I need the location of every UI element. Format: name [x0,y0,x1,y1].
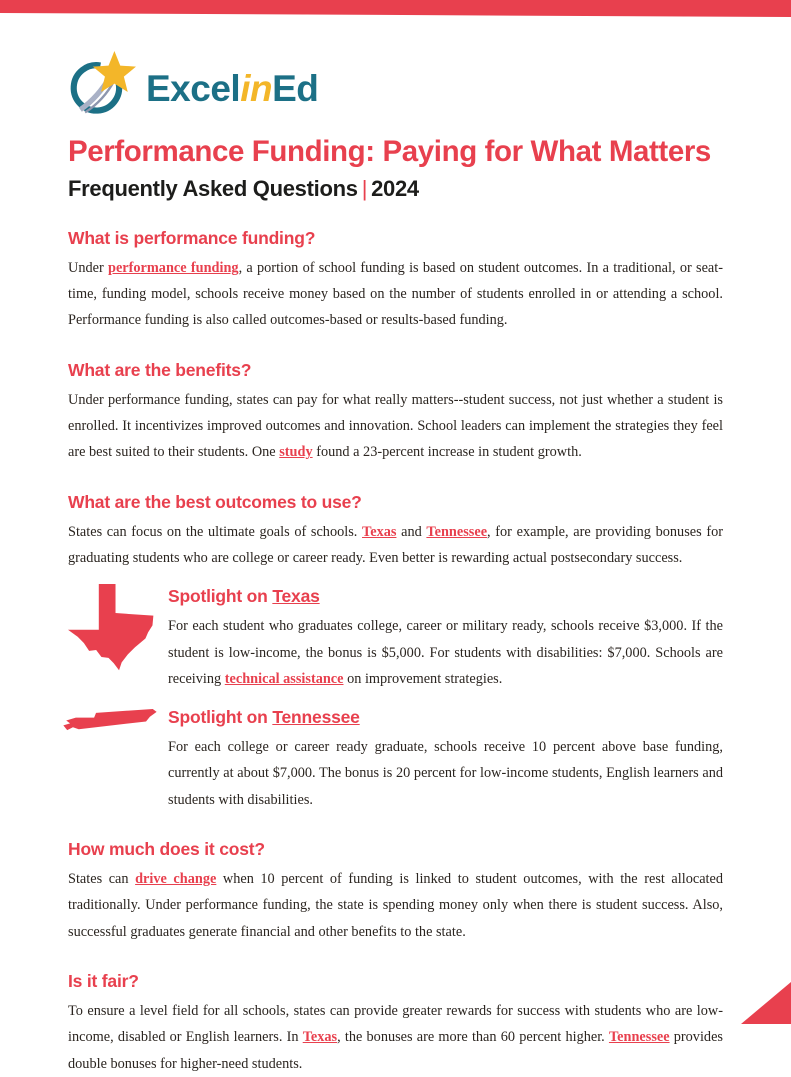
section-cost [68,839,723,945]
section-best-outcomes [68,492,723,572]
inline-link[interactable]: drive change [135,871,217,888]
section-heading: What are the best outcomes to use? [68,491,362,512]
inline-link[interactable]: Tennessee [426,523,488,540]
text-segment: States can focus on the ultimate goals of schools. [68,523,363,540]
spotlight-heading [168,586,723,607]
inline-link[interactable]: performance funding [108,259,239,276]
subtitle-text: Frequently Asked Questions [68,175,358,201]
page-content [0,20,791,1077]
section-body [68,998,723,1077]
spotlight-heading [168,707,723,728]
spotlight-text [168,734,723,813]
section-heading: How much does it cost? [68,839,265,860]
spotlight-body [168,707,723,813]
subtitle-divider: | [361,175,368,201]
excelined-logo-mark-icon [68,50,140,120]
text-segment: , a portion of school funding is based on student outcomes. In a traditional, or seat-time, funding model, schools receive money based on the number of students enrolled in or attending a school. Performance funding is also called outcomes-based or results-based funding. [68,259,723,329]
excelined-logo [68,20,723,120]
inline-link[interactable]: Texas [362,523,397,540]
inline-link[interactable]: Tennessee [608,1029,670,1046]
text-segment: on improvement strategies. [343,670,503,687]
section-body [68,387,723,466]
star-icon [93,51,136,92]
text-segment: Under performance funding, states can pay for what really matters--student success, not just whether a student is enrolled. It incentivizes improved outcomes and innovation. School leaders can implement the strategies they feel are best suited to their students. One [68,391,723,461]
inline-link[interactable]: Texas [272,586,320,607]
section-what-is-performance-funding [68,228,723,334]
text-segment: , the bonuses are more than 60 percent higher. [337,1029,609,1046]
text-segment: , for example, are providing bonuses for graduating students who are college or career ready. Even better is rewarding actual postsecondary success. [68,523,723,566]
inline-link[interactable]: study [279,444,313,461]
section-body [68,255,723,334]
page-subtitle [68,176,723,202]
section-body [68,866,723,945]
tennessee-state-icon [61,709,158,734]
spotlight-icon-column [68,707,168,813]
text-segment: Spotlight on [168,586,273,607]
text-segment: provides double bonuses for higher-need students. [68,1029,723,1072]
texas-state-icon [68,581,156,675]
inline-link[interactable]: technical assistance [224,670,344,687]
spotlight-text [168,613,723,692]
logo-text-in: in [240,67,273,109]
section-spotlight-texas [68,586,723,692]
inline-link[interactable]: Tennessee [272,707,360,728]
text-segment: Under [68,259,108,276]
section-heading: What is performance funding? [68,227,316,248]
logo-text-ed: Ed [272,67,319,109]
logo-wordmark [146,64,318,107]
section-heading: What are the benefits? [68,359,252,380]
text-segment: and [396,523,427,540]
text-segment: when 10 percent of funding is linked to student outcomes, with the rest allocated traditionally. Under performance funding, the state is spending money only when there is student success. Also, successful graduates generate financial and other benefits to the state. [68,871,724,940]
section-benefits [68,360,723,466]
page-title: Performance Funding: Paying for What Matters [68,135,711,168]
text-segment: For each student who graduates college, career or military ready, schools receive $3,000. If the student is low-income, the bonus is $5,000. For students with disabilities: $7,000. Schools are receiving [168,618,723,687]
text-segment: For each college or career ready graduate, schools receive 10 percent above base funding, currently at about $7,000. The bonus is 20 percent for low-income students, English learners and students with disabilities. [168,739,723,808]
corner-accent-triangle [741,982,791,1024]
top-accent-bar [0,0,791,20]
section-body [68,519,723,572]
subtitle-year: 2024 [371,175,419,201]
section-heading: Is it fair? [68,970,139,991]
section-spotlight-tennessee [68,707,723,813]
inline-link[interactable]: Texas [302,1029,338,1046]
text-segment: Spotlight on [168,707,273,728]
spotlight-body [168,586,723,692]
text-segment: To ensure a level field for all schools, states can provide greater rewards for success with students who are low-income, disabled or English learners. In [68,1002,723,1046]
text-segment: found a 23-percent increase in student growth. [312,444,582,461]
spotlight-icon-column [68,586,168,692]
text-segment: States can [68,871,136,888]
logo-text-excel: Excel [146,67,241,109]
